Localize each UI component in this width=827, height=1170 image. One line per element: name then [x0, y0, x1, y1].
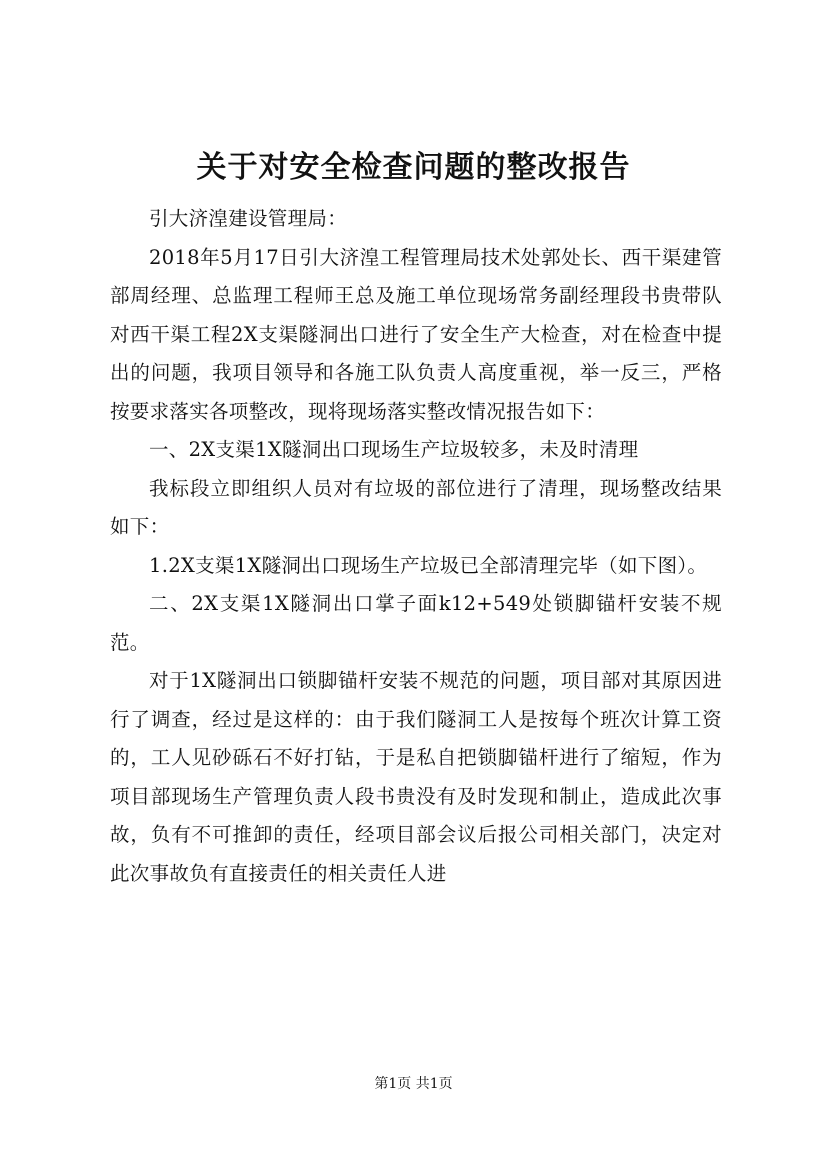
document-title: 关于对安全检查问题的整改报告 — [196, 150, 631, 185]
paragraph-salutation: 引大济湟建设管理局： — [149, 207, 348, 230]
heading-issue-two: 二、2X支渠1X隧洞出口掌子面k12+549处锁脚锚杆安装不规范。 — [110, 592, 722, 654]
paragraph-issue-two-detail: 对于1X隧洞出口锁脚锚杆安装不规范的问题，项目部对其原因进行了调查，经过是这样的：由于我们隧洞工人是按每个班次计算工资的，工人见砂砾石不好打钻，于是私自把锁脚锚杆进行了缩短，作为项目部现场生产管理负责人段书贵没有及时发现和制止，造成此次事故，负有不可推卸的责任，经项目部会议后报公司相关部门，决定对此次事故负有直接责任的相关责任人进 — [110, 669, 722, 885]
paragraph-issue-one-action: 我标段立即组织人员对有垃圾的部位进行了清理，现场整改结果如下： — [110, 476, 722, 538]
paragraph-intro: 2018年5月17日引大济湟工程管理局技术处郭处长、西干渠建管部周经理、总监理工程师王总及施工单位现场常务副经理段书贵带队对西干渠工程2X支渠隧洞出口进行了安全生产大检查，对在检查中提出的问题，我项目领导和各施工队负责人高度重视，举一反三，严格按要求落实各项整改，现将现场落实整改情况报告如下： — [110, 245, 722, 423]
document-body — [110, 200, 722, 893]
page-footer: 第1页 共1页 — [374, 1076, 453, 1092]
paragraph-issue-one-result: 1.2X支渠1X隧洞出口现场生产垃圾已全部清理完毕（如下图）。 — [149, 553, 708, 577]
heading-issue-one: 一、2X支渠1X隧洞出口现场生产垃圾较多，未及时清理 — [149, 438, 639, 461]
